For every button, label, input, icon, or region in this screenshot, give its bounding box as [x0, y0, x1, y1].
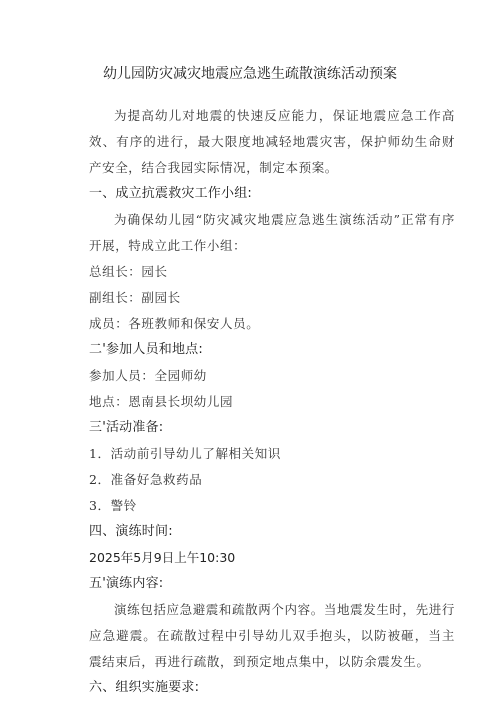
section-6-heading: 六、组织实施要求: [89, 680, 200, 695]
section-3-line-3: 3．警铃 [89, 498, 137, 513]
section-1-line-3: 成员：各班教师和保安人员。 [89, 316, 260, 331]
section-3-line-2: 2．准备好急救药品 [89, 472, 203, 487]
section-4-time: 2025年5月9日上午10:30 [89, 550, 236, 565]
section-5-paragraph: 演练包括应急避震和疏散两个内容。当地震发生时，先进行应急避震。在疏散过程中引导幼儿双手抱头，以防被砸，当主震结束后，再进行疏散，到预定地点集中，以防余震发生。 [89, 602, 455, 669]
document-body [89, 103, 455, 701]
section-3-heading: 三'活动准备: [89, 420, 164, 435]
section-2-line-1: 参加人员：全园师幼 [89, 368, 207, 383]
section-1-line-2: 副组长：副园长 [89, 290, 181, 305]
section-4-heading: 四、演练时间: [89, 524, 173, 539]
section-2-heading: 二'参加人员和地点: [89, 342, 203, 357]
section-1-line-1: 总组长：园长 [89, 264, 168, 279]
section-1-heading: 一、成立抗震救灾工作小组: [89, 186, 252, 201]
document-title: 幼儿园防灾减灾地震应急逃生疏散演练活动预案 [103, 66, 397, 82]
section-5-heading: 五'演练内容: [89, 576, 164, 591]
intro-paragraph: 为提高幼儿对地震的快速反应能力，保证地震应急工作高效、有序的进行，最大限度地减轻地震灾害，保护师幼生命财产安全，结合我园实际情况，制定本预案。 [89, 108, 455, 175]
section-2-line-2: 地点：恩南县长坝幼儿园 [89, 394, 234, 409]
section-1-paragraph: 为确保幼儿园“防灾减灾地震应急逃生演练活动”正常有序开展，特成立此工作小组： [89, 212, 455, 253]
section-3-line-1: 1．活动前引导幼儿了解相关知识 [89, 446, 281, 461]
